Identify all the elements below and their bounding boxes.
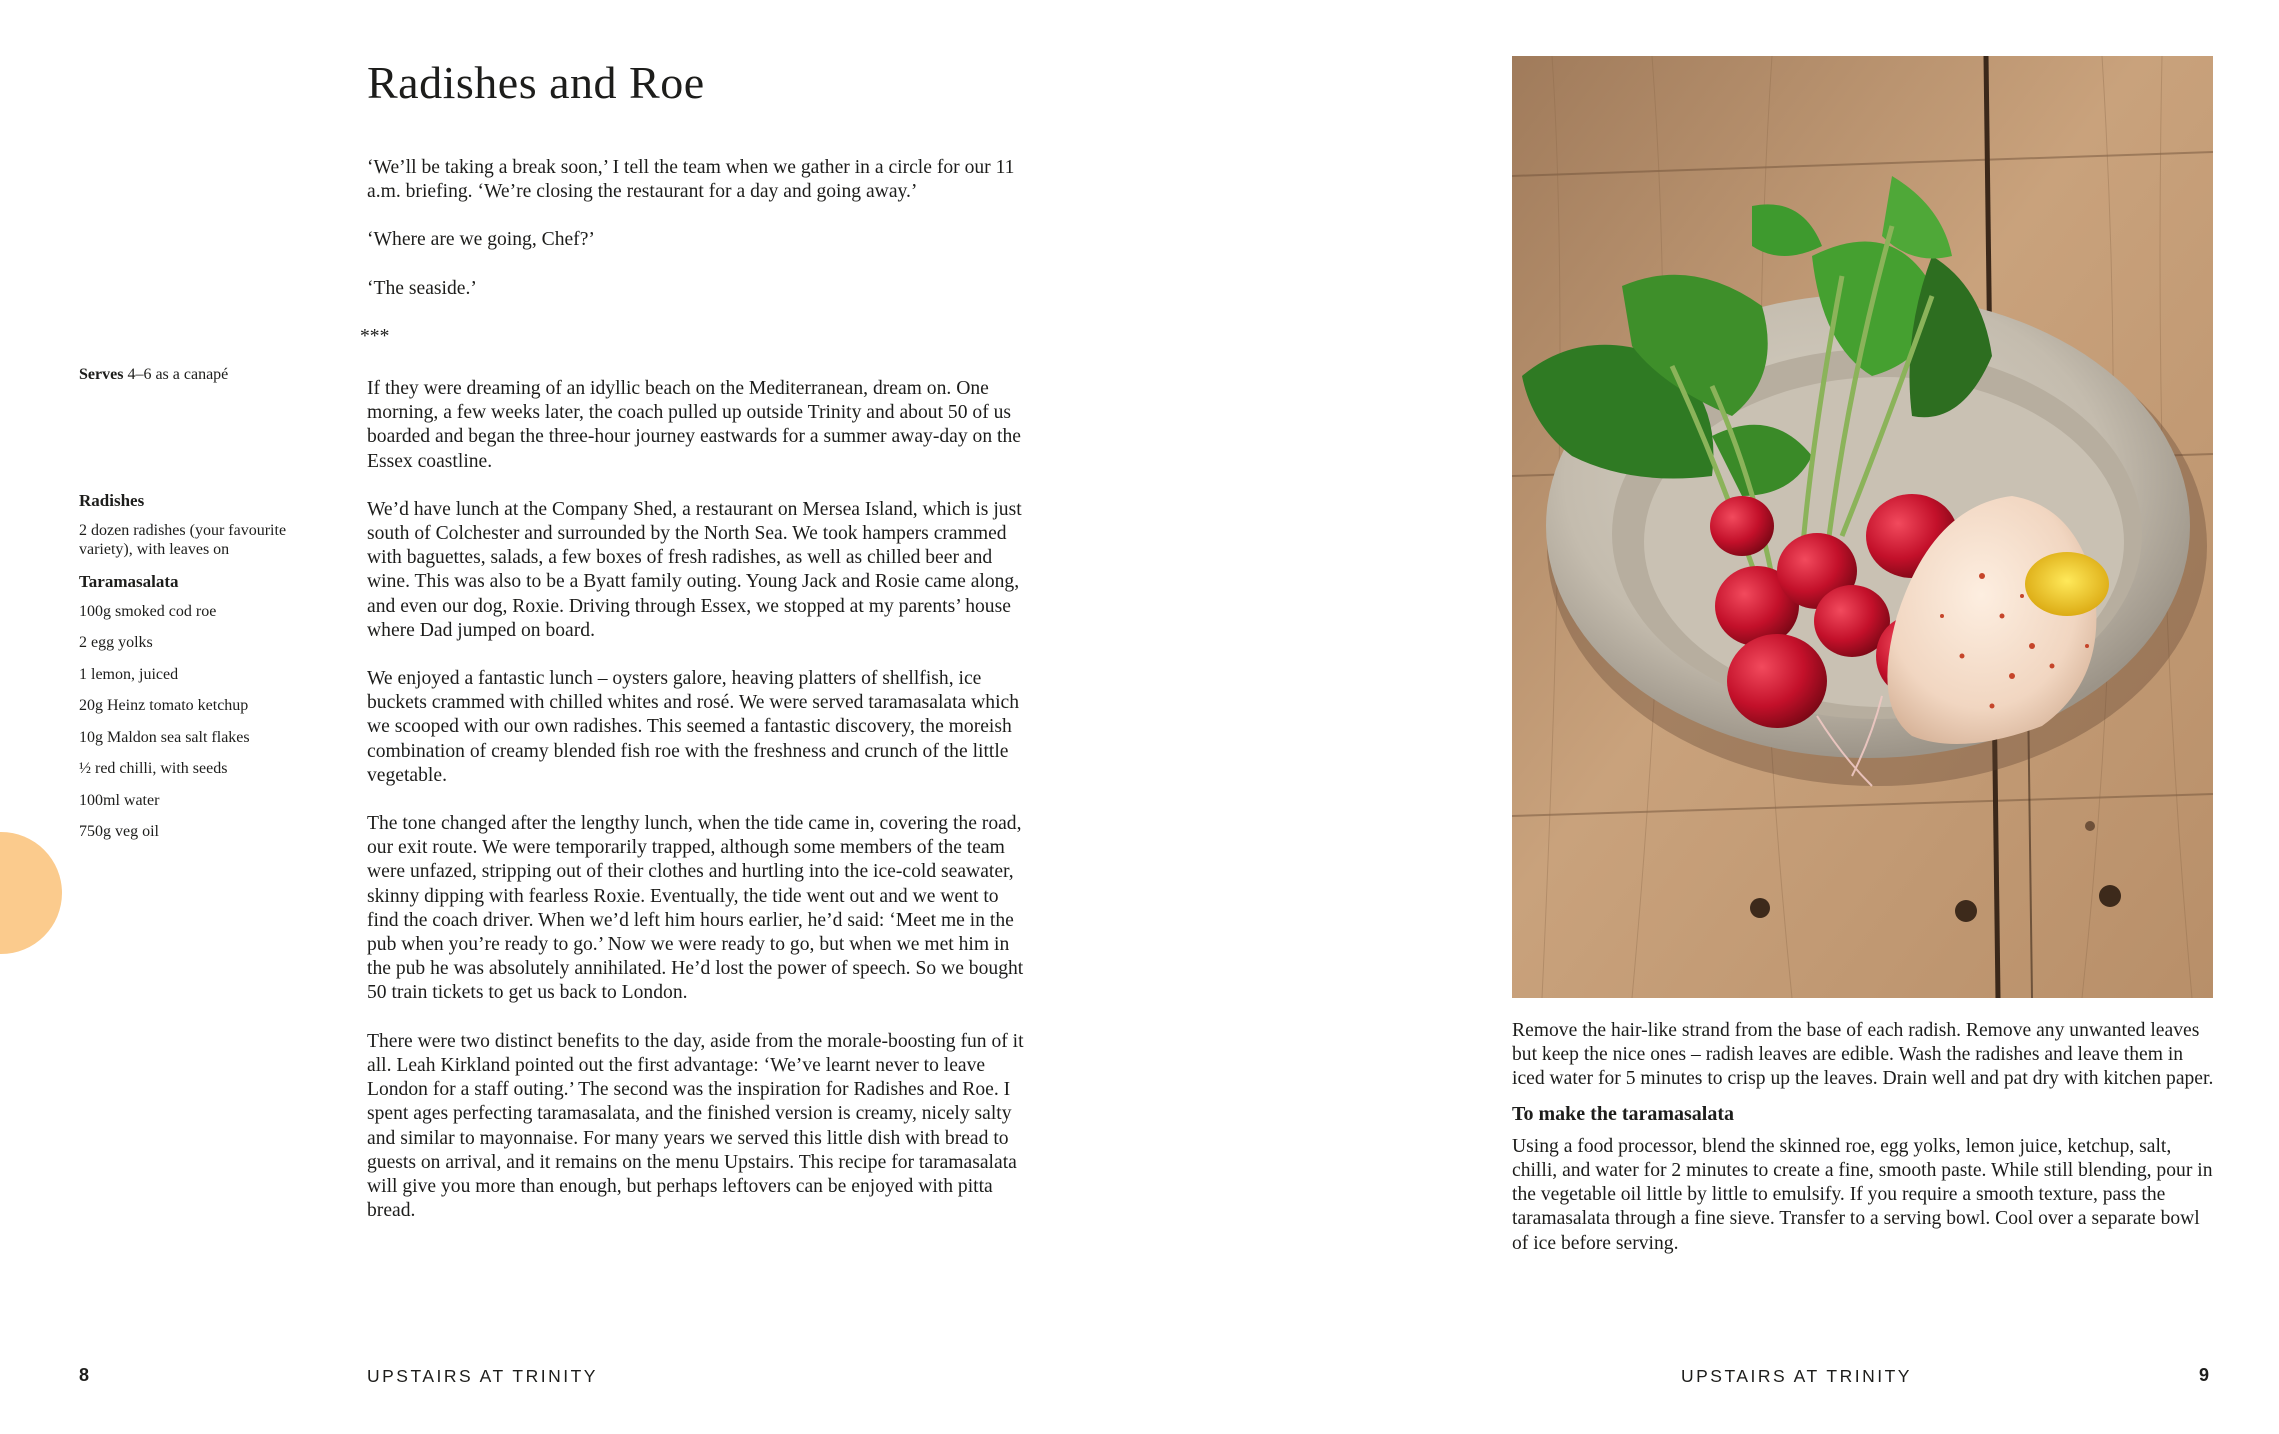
left-page-number: 8 xyxy=(79,1365,90,1385)
decorative-circle xyxy=(0,832,62,954)
method-step-2: Using a food processor, blend the skinned roe, egg yolks, lemon juice, ketchup, salt, chilli, and water for 2 minutes to create a fine, smooth paste. While still blending, pour in the vegetable oil little by little to emulsify. If you require a smooth texture, pass the taramasalata through a fine sieve. Transfer to a serving bowl. Cool over a separate bowl of ice before serving. xyxy=(1512,1135,2213,1254)
story-paragraph: ‘The seaside.’ xyxy=(367,277,477,299)
recipe-title: Radishes and Roe xyxy=(367,57,705,108)
section-break: *** xyxy=(360,325,390,347)
ingredient-item: ½ red chilli, with seeds xyxy=(79,760,228,777)
story-paragraph: We enjoyed a fantastic lunch – oysters galore, heaving platters of shellfish, ice buckets crammed with chilled whites and rosé. We were served taramasalata which we scooped with our own radishes. This seemed a fantastic discovery, the moreish combination of creamy blended fish roe with the freshness and crunch of the little vegetable. xyxy=(367,668,1020,786)
method-heading: To make the taramasalata xyxy=(1512,1102,1735,1125)
method-text xyxy=(1512,1019,2218,1266)
ingredient-item: 100ml water xyxy=(79,791,160,809)
story-paragraph: The tone changed after the lengthy lunch, when the tide came in, covering the road, our exit route. We were temporarily trapped, although some members of the team were unfazed, stripping out of their clothes and hurtling into the ice-cold seawater, skinny dipping with fearless Roxie. Eventually, the tide went out and we went to find the coach driver. When we’d left him hours earlier, he’d said: ‘Meet me in the pub when you’re ready to go.’ Now we were ready to go, but when we met him in the pub he was absolutely annihilated. He’d lost the power of speech. So we bought 50 train tickets to get us back to London. xyxy=(367,813,1024,1004)
radishes-list xyxy=(79,521,339,559)
radishes-heading: Radishes xyxy=(79,491,145,510)
radishes-and-roe-photo xyxy=(1512,56,2213,998)
ingredient-item: 2 dozen radishes (your favourite variety), with leaves on xyxy=(79,522,287,558)
method-step-1: Remove the hair-like strand from the base of each radish. Remove any unwanted leaves but keep the nice ones – radish leaves are edible. Wash the radishes and leave them in iced water for 5 minutes to crisp up the leaves. Drain well and pat dry with kitchen paper. xyxy=(1512,1020,2214,1090)
story-paragraph: If they were dreaming of an idyllic beach on the Mediterranean, dream on. One morning, a few weeks later, the coach pulled up outside Trinity and about 50 of us boarded and began the three-hour journey eastwards for a summer away-day on the Essex coastline. xyxy=(367,378,1021,472)
ingredient-item: 10g Maldon sea salt flakes xyxy=(79,728,250,746)
taramasalata-list xyxy=(79,602,339,842)
serves-text: 4–6 as a canapé xyxy=(127,366,229,383)
story-paragraph: ‘Where are we going, Chef?’ xyxy=(367,229,595,251)
ingredient-item: 20g Heinz tomato ketchup xyxy=(79,697,249,714)
ingredient-item: 100g smoked cod roe xyxy=(79,602,217,620)
taramasalata-heading: Taramasalata xyxy=(79,571,179,591)
serves-info xyxy=(79,365,339,384)
ingredient-item: 750g veg oil xyxy=(79,823,159,840)
story-paragraph: ‘We’ll be taking a break soon,’ I tell the team when we gather in a circle for our 11 a.m. briefing. ‘We’re closing the restaurant for a day and going away.’ xyxy=(367,157,1015,203)
left-running-head: UPSTAIRS AT TRINITY xyxy=(367,1366,598,1386)
right-running-head: UPSTAIRS AT TRINITY xyxy=(1681,1366,1912,1386)
serves-label: Serves xyxy=(79,366,124,383)
ingredient-item: 2 egg yolks xyxy=(79,634,153,651)
ingredients-sidebar xyxy=(79,365,339,854)
right-page-number: 9 xyxy=(2199,1365,2210,1385)
story-paragraph: There were two distinct benefits to the day, aside from the morale-boosting fun of it all. Leah Kirkland pointed out the first advantage: ‘We’ve learnt never to leave London for a staff outing.’ The second was the inspiration for Radishes and Roe. I spent ages perfecting taramasalata, and the finished version is creamy, nicely salty and similar to mayonnaise. For many years we served this little dish with bread to guests on arrival, and it remains on the menu Upstairs. This recipe for taramasalata will give you more than enough, but perhaps leftovers can be enjoyed with pitta bread. xyxy=(367,1030,1024,1222)
story-text xyxy=(360,156,1035,1247)
ingredient-item: 1 lemon, juiced xyxy=(79,665,179,683)
story-paragraph: We’d have lunch at the Company Shed, a restaurant on Mersea Island, which is just south of Colchester and surrounded by the North Sea. We took hampers crammed with baguettes, salads, a few boxes of fresh radishes, as well as chilled beer and wine. This was also to be a Byatt family outing. Young Jack and Rosie came along, and even our dog, Roxie. Driving through Essex, we stopped at my parents’ house where Dad jumped on board. xyxy=(367,498,1022,641)
